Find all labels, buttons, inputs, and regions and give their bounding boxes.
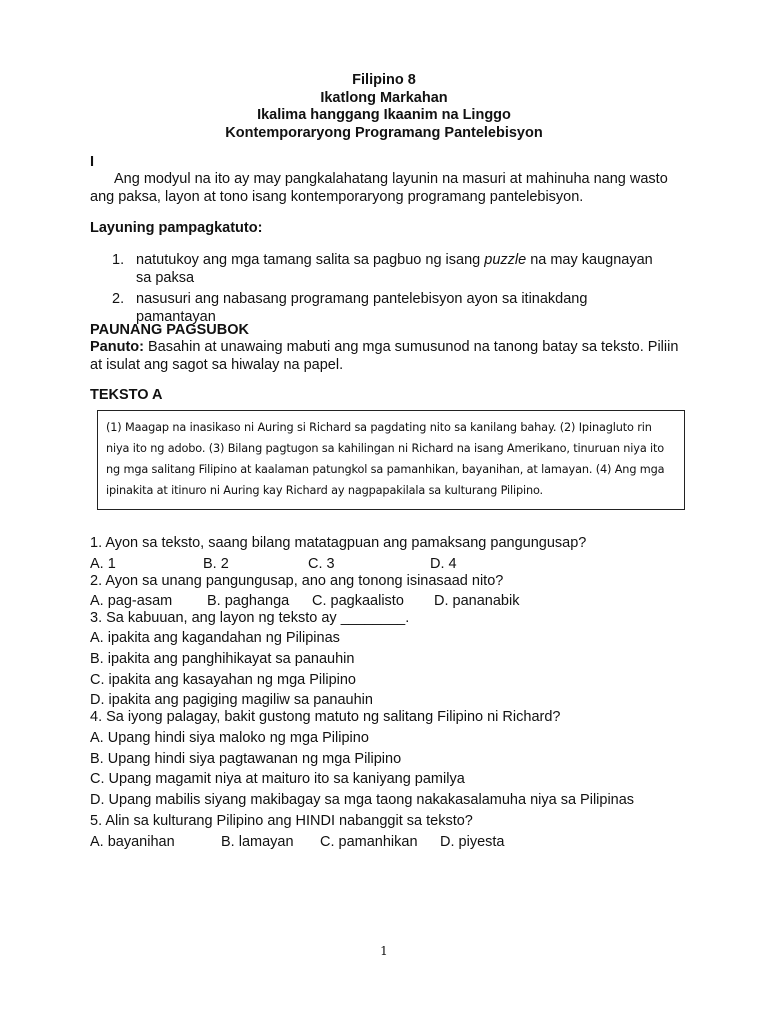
objectives-heading: Layuning pampagkatuto:: [90, 220, 263, 236]
choice-4b: B. Upang hindi siya pagtawanan ng mga Pilipino: [90, 751, 402, 767]
page-number: 1: [380, 944, 388, 958]
section-marker: I: [90, 154, 95, 170]
objective-text-part: natutukoy ang mga tamang salita sa pagbuo ng isang: [136, 252, 485, 268]
choice-4d: D. Upang mabilis siyang makibagay sa mga taong nakakasalamuha niya sa Pilipinas: [90, 792, 635, 808]
choice-3c: C. ipakita ang kasayahan ng mga Pilipino: [90, 672, 356, 688]
instruction-text: Basahin at unawaing mabuti ang mga sumusunod na tanong batay sa teksto. Piliin at isulat ang sagot sa hiwalay na papel.: [90, 339, 679, 373]
objective-italic-word: puzzle: [484, 252, 527, 268]
question-4: 4. Sa iyong palagay, bakit gustong matuto ng salitang Filipino ni Richard?: [90, 709, 561, 725]
choice-3a: A. ipakita ang kagandahan ng Pilipinas: [90, 630, 340, 646]
subject-title: Filipino 8: [352, 72, 416, 88]
choice-2a: A. pag-asam: [90, 593, 173, 609]
pretest-heading: PAUNANG PAGSUBOK: [90, 322, 249, 338]
instruction-label: Panuto:: [90, 339, 144, 355]
intro-text: Ang modyul na ito ay may pangkalahatang layunin na masuri at mahinuha nang wasto ang paksa, layon at tono isang kontemporaryong programang pantelebisyon.: [90, 171, 668, 205]
choice-2d: D. pananabik: [434, 593, 520, 609]
intro-paragraph: [90, 171, 680, 206]
text-a-box: (1) Maagap na inasikaso ni Auring si Richard sa pagdating nito sa kanilang bahay. (2) Ipinagluto rin niya ito ng adobo. (3) Bilang pagtugon sa kahilingan ni Richard na isang Amerikano, tinuruan niya ito ng mga salitang Filipino at kaalaman patungkol sa pamanhikan, bayanihan, at lamayan. (4) Ang mga ipinakita at itinuro ni Auring kay Richard ay nagpapakilala sa kulturang Pilipino.: [97, 410, 685, 510]
choice-1b: B. 2: [203, 556, 229, 572]
week-title: Ikalima hanggang Ikaanim na Linggo: [257, 107, 511, 123]
pretest-instruction: [90, 339, 680, 374]
objective-text-part: na may kaugnayan sa paksa: [136, 252, 653, 286]
objective-text: nasusuri ang nabasang programang pantelebisyon ayon sa itinakdang pamantayan: [136, 291, 588, 325]
topic-title: Kontemporaryong Programang Pantelebisyon: [225, 124, 543, 141]
choice-3b: B. ipakita ang panghihikayat sa panauhin: [90, 651, 355, 667]
question-3: 3. Sa kabuuan, ang layon ng teksto ay ________.: [90, 610, 410, 626]
document-header: [0, 72, 768, 142]
choice-1c: C. 3: [308, 556, 335, 572]
choice-4c: C. Upang magamit niya at maituro ito sa kaniyang pamilya: [90, 771, 465, 787]
choice-1a: A. 1: [90, 556, 116, 572]
question-2: 2. Ayon sa unang pangungusap, ano ang tonong isinasaad nito?: [90, 573, 504, 589]
choice-5b: B. lamayan: [221, 834, 294, 850]
quarter-title: Ikatlong Markahan: [320, 89, 448, 106]
choice-5c: C. pamanhikan: [320, 834, 418, 850]
choice-5d: D. piyesta: [440, 834, 505, 850]
choice-4a: A. Upang hindi siya maloko ng mga Pilipino: [90, 730, 369, 746]
choice-2b: B. paghanga: [207, 593, 290, 609]
choice-3d: D. ipakita ang pagiging magiliw sa panauhin: [90, 692, 373, 708]
text-a-heading: TEKSTO A: [90, 387, 163, 403]
objective-number: 1.: [112, 252, 125, 268]
question-5: 5. Alin sa kulturang Pilipino ang HINDI nabanggit sa teksto?: [90, 813, 473, 829]
choice-2c: C. pagkaalisto: [312, 593, 404, 609]
question-1: 1. Ayon sa teksto, saang bilang matatagpuan ang pamaksang pangungusap?: [90, 535, 587, 551]
choice-5a: A. bayanihan: [90, 834, 175, 850]
objective-text: [136, 252, 666, 287]
choice-1d: D. 4: [430, 556, 457, 572]
objective-number: 2.: [112, 291, 125, 307]
